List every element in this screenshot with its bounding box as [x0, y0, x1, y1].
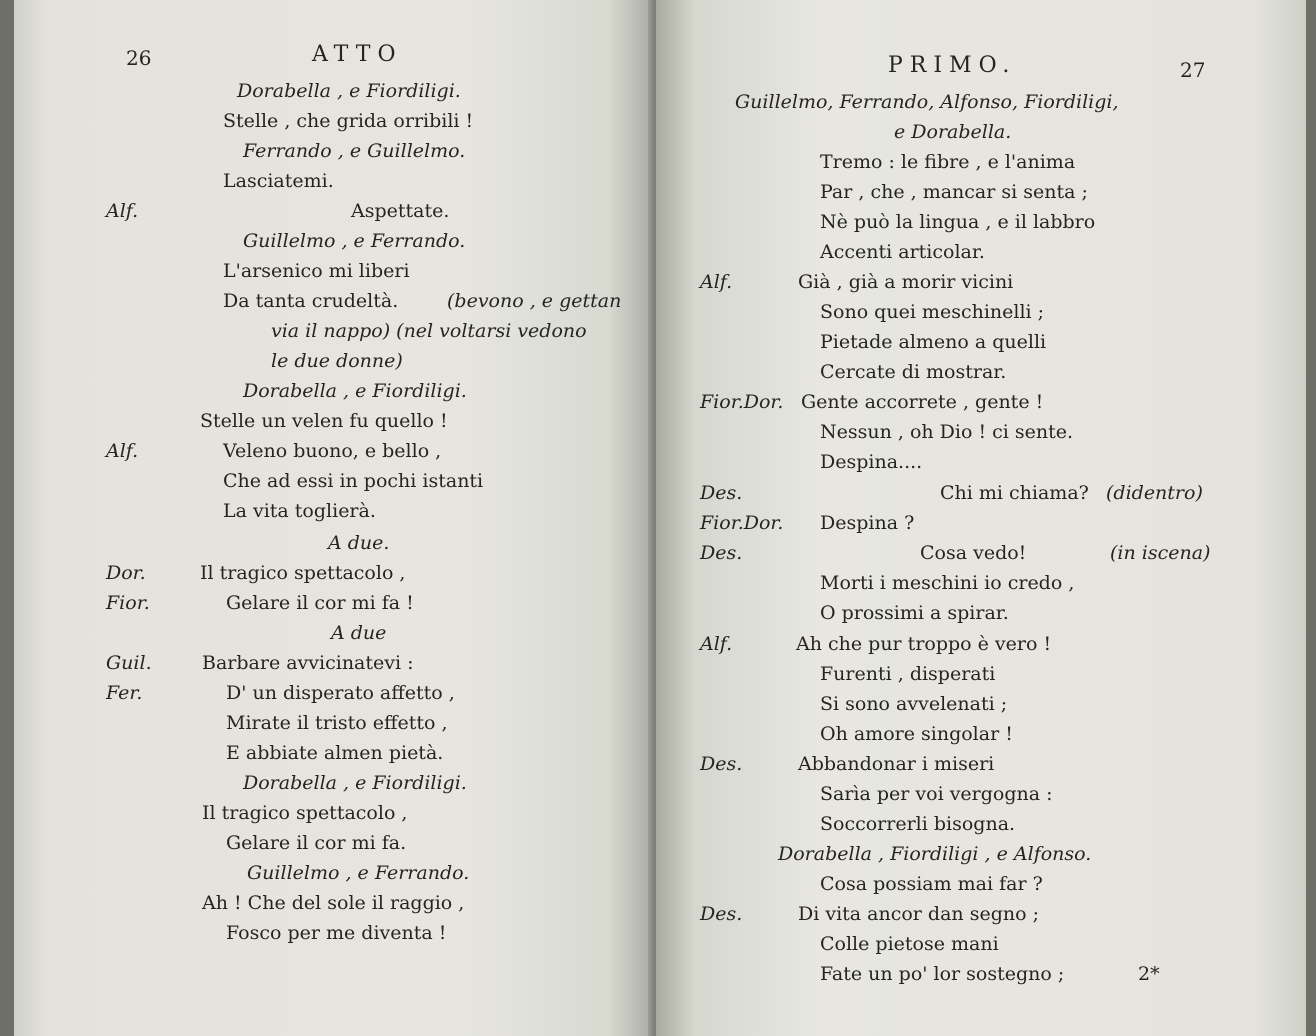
gathering-signature: 2*: [1138, 963, 1160, 985]
speaker-label: Alf.: [700, 271, 733, 293]
verse-line: Cercate di mostrar.: [820, 361, 1007, 383]
stage-direction: (bevono , e gettan: [447, 290, 622, 312]
stage-direction: via il nappo) (nel voltarsi vedono: [271, 320, 587, 342]
verse-line: Colle pietose mani: [820, 933, 999, 955]
verse-line: Abbandonar i miseri: [798, 753, 995, 775]
verse-line: E abbiate almen pietà.: [226, 742, 444, 764]
verse-line: Fosco per me diventa !: [226, 922, 447, 944]
verse-line: Sono quei meschinelli ;: [820, 301, 1045, 323]
left-page: [14, 0, 654, 1036]
verse-line: Mirate il tristo effetto ,: [226, 712, 448, 734]
speaker-label: Fior.: [106, 592, 150, 614]
speaker-label: Alf.: [106, 440, 139, 462]
verse-line: O prossimi a spirar.: [820, 602, 1009, 624]
character-heading: Dorabella , Fiordiligi , e Alfonso.: [778, 843, 1092, 865]
verse-line: Nè può la lingua , e il labbro: [820, 211, 1096, 233]
character-heading: Guillelmo , e Ferrando.: [243, 230, 466, 252]
character-heading: Guillelmo , e Ferrando.: [247, 862, 470, 884]
verse-line: Veleno buono, e bello ,: [223, 440, 442, 462]
running-head: ATTO: [312, 42, 403, 67]
verse-line: Già , già a morir vicini: [798, 271, 1014, 293]
stage-direction: (in iscena): [1110, 542, 1211, 564]
page-number: 26: [126, 46, 152, 70]
character-heading: Dorabella , e Fiordiligi.: [243, 772, 467, 794]
verse-line: Furenti , disperati: [820, 663, 996, 685]
verse-line: Accenti articolar.: [820, 241, 985, 263]
speaker-label: Fior.Dor.: [700, 391, 784, 413]
verse-line: Che ad essi in pochi istanti: [223, 470, 484, 492]
verse-line: Par , che , mancar si senta ;: [820, 181, 1088, 203]
speaker-label: Fer.: [106, 682, 143, 704]
speaker-label: Guil.: [106, 652, 152, 674]
character-heading: Dorabella , e Fiordiligi.: [243, 380, 467, 402]
verse-line: Il tragico spettacolo ,: [202, 802, 408, 824]
verse-line: Da tanta crudeltà.: [223, 290, 399, 312]
verse-line: Fate un po' lor sostegno ;: [820, 963, 1065, 985]
speaker-label: Dor.: [106, 562, 146, 584]
verse-line: Sarìa per voi vergogna :: [820, 783, 1053, 805]
character-heading: Dorabella , e Fiordiligi.: [237, 80, 461, 102]
verse-line: Gente accorrete , gente !: [801, 391, 1044, 413]
character-heading: A due: [331, 622, 387, 644]
verse-line: Despina....: [820, 451, 923, 473]
verse-line: Nessun , oh Dio ! ci sente.: [820, 421, 1074, 443]
verse-line: Cosa possiam mai far ?: [820, 873, 1043, 895]
verse-line: Pietade almeno a quelli: [820, 331, 1047, 353]
verse-line: Morti i meschini io credo ,: [820, 572, 1075, 594]
verse-line: Stelle , che grida orribili !: [223, 110, 474, 132]
right-page: [656, 0, 1306, 1036]
verse-line: Cosa vedo!: [920, 542, 1027, 564]
verse-line: Lasciatemi.: [223, 170, 334, 192]
speaker-label: Alf.: [106, 200, 139, 222]
verse-line: Despina ?: [820, 512, 915, 534]
character-heading: Ferrando , e Guillelmo.: [243, 140, 466, 162]
character-heading: e Dorabella.: [894, 121, 1012, 143]
stage-direction: (didentro): [1106, 482, 1203, 504]
speaker-label: Des.: [700, 482, 743, 504]
verse-line: L'arsenico mi liberi: [223, 260, 410, 282]
verse-line: Barbare avvicinatevi :: [202, 652, 414, 674]
verse-line: Il tragico spettacolo ,: [200, 562, 406, 584]
verse-line: Chi mi chiama?: [940, 482, 1089, 504]
verse-line: Ah ! Che del sole il raggio ,: [202, 892, 465, 914]
character-heading: A due.: [328, 532, 390, 554]
running-head: PRIMO.: [888, 53, 1017, 78]
verse-line: Soccorrerli bisogna.: [820, 813, 1016, 835]
verse-line: Ah che pur troppo è vero !: [796, 633, 1052, 655]
verse-line: Stelle un velen fu quello !: [200, 410, 448, 432]
verse-line: Gelare il cor mi fa !: [226, 592, 414, 614]
speaker-label: Des.: [700, 903, 743, 925]
speaker-label: Alf.: [700, 633, 733, 655]
verse-line: D' un disperato affetto ,: [226, 682, 455, 704]
stage-direction: le due donne): [271, 350, 403, 372]
speaker-label: Fior.Dor.: [700, 512, 784, 534]
verse-line: Gelare il cor mi fa.: [226, 832, 407, 854]
page-number: 27: [1180, 58, 1206, 82]
character-heading: Guillelmo, Ferrando, Alfonso, Fiordiligi,: [735, 91, 1119, 113]
verse-line: Si sono avvelenati ;: [820, 693, 1008, 715]
verse-line: Tremo : le fibre , e l'anima: [820, 151, 1076, 173]
verse-line: Oh amore singolar !: [820, 723, 1013, 745]
verse-line: La vita toglierà.: [223, 500, 376, 522]
speaker-label: Des.: [700, 753, 743, 775]
verse-line: Aspettate.: [351, 200, 450, 222]
speaker-label: Des.: [700, 542, 743, 564]
verse-line: Di vita ancor dan segno ;: [798, 903, 1039, 925]
